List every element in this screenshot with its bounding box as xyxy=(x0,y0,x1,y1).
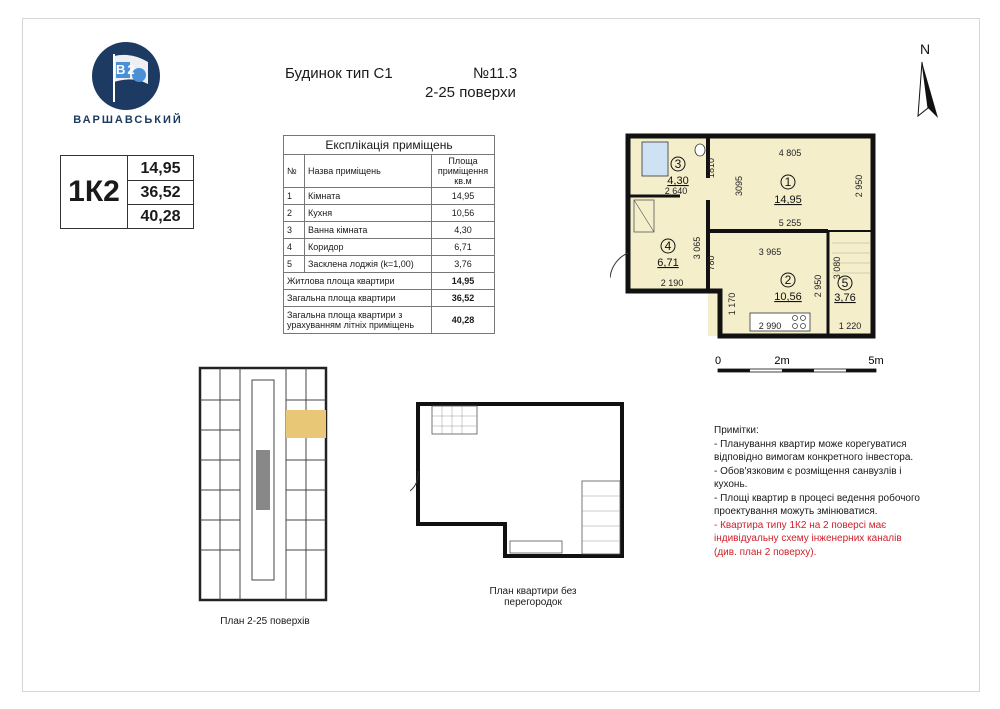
row-name: Ванна кімната xyxy=(305,222,432,239)
row-no: 5 xyxy=(284,256,305,273)
entrance-door xyxy=(610,253,628,278)
total-area-summer-value: 40,28 xyxy=(140,207,181,225)
logo-badge xyxy=(92,42,160,110)
floor-plan-caption: План 2-25 поверхів xyxy=(220,616,310,627)
apartment-code-box xyxy=(60,155,194,229)
room-area: 4,30 xyxy=(667,175,689,187)
room-area: 14,95 xyxy=(774,194,802,206)
total-name: Житлова площа квартири xyxy=(284,273,432,290)
dimension-label: 5 255 xyxy=(778,218,802,228)
row-no: 2 xyxy=(284,205,305,222)
floor-plan xyxy=(196,360,330,610)
dimension-label: 3 965 xyxy=(758,247,782,257)
room-area: 3,76 xyxy=(834,292,856,304)
apartment-type: 1К2 xyxy=(61,156,128,228)
dimension-label: 1810 xyxy=(706,157,716,179)
scale-bar-segment xyxy=(718,369,750,372)
room-number: 4 xyxy=(664,239,672,253)
dimension-label: 2 950 xyxy=(813,274,823,298)
notes-title: Примітки: xyxy=(714,425,759,436)
total-row xyxy=(284,307,495,334)
notes-block xyxy=(714,424,924,559)
open-plan xyxy=(410,396,635,566)
highlighted-apartment xyxy=(286,410,326,438)
room-number: 1 xyxy=(784,175,792,189)
total-name: Загальна площа квартири xyxy=(284,290,432,307)
col-header-no: № xyxy=(284,155,305,188)
dimension-label: 3095 xyxy=(734,175,744,197)
dimension-label: 2 950 xyxy=(854,174,864,198)
row-name: Коридор xyxy=(305,239,432,256)
total-area: 36,52 xyxy=(432,290,495,307)
row-area: 14,95 xyxy=(432,188,495,205)
row-no: 4 xyxy=(284,239,305,256)
total-area: 14,95 xyxy=(432,273,495,290)
apartment-plan xyxy=(610,128,890,343)
table-header-row xyxy=(284,155,495,188)
note-item: - Площі квартир в процесі ведення робочого проектування можуть змінюватися. xyxy=(714,492,920,517)
note-highlight: - Квартира типу 1К2 на 2 поверсі має індивідуальну схему інженерних каналів (див. план 2 поверху). xyxy=(714,519,902,558)
total-name: Загальна площа квартири з урахуванням літніх приміщень xyxy=(284,307,432,334)
open-plan-caption: План квартири без перегородок xyxy=(489,586,577,608)
scale-bar-segment xyxy=(782,369,814,372)
dimension-label: 4 805 xyxy=(778,148,802,158)
dimension-label: 1 170 xyxy=(727,292,737,316)
open-plan-walls xyxy=(418,404,622,556)
bathtub xyxy=(642,142,668,176)
col-header-area: Площа приміщення кв.м xyxy=(432,155,495,188)
row-name: Кухня xyxy=(305,205,432,222)
row-name: Засклена лоджія (k=1,00) xyxy=(305,256,432,273)
dimension-label: 2 190 xyxy=(660,278,684,288)
room-number: 2 xyxy=(784,273,792,287)
note-item: - Обов'язковим є розміщення санвузлів і кухонь. xyxy=(714,465,902,490)
dimension-label: 3 065 xyxy=(692,236,702,260)
north-label: N xyxy=(920,41,931,57)
total-row xyxy=(284,290,495,307)
row-area: 3,76 xyxy=(432,256,495,273)
living-area-value: 14,95 xyxy=(140,159,181,177)
total-row xyxy=(284,273,495,290)
north-arrow xyxy=(908,38,948,120)
dimension-label: 2 990 xyxy=(758,321,782,331)
scale-label: 0 xyxy=(714,355,722,367)
logo-badge-text: В2 xyxy=(116,62,137,77)
row-area: 10,56 xyxy=(432,205,495,222)
row-area: 6,71 xyxy=(432,239,495,256)
apartment-number: №11.3 xyxy=(473,65,518,82)
table-row xyxy=(284,205,495,222)
row-name: Кімната xyxy=(305,188,432,205)
room-number: 3 xyxy=(674,157,682,171)
total-area: 40,28 xyxy=(432,307,495,334)
dimension-label: 2 640 xyxy=(664,186,688,196)
dimension-label: 780 xyxy=(706,255,716,271)
room-area: 10,56 xyxy=(774,291,802,303)
table-row xyxy=(284,222,495,239)
note-item: - Планування квартир може корегуватися відповідно вимогам конкретного інвестора. xyxy=(714,438,914,463)
row-no: 1 xyxy=(284,188,305,205)
elevator-shaft xyxy=(256,450,270,510)
scale-bar-segment xyxy=(846,369,876,372)
toilet xyxy=(695,144,705,156)
row-no: 3 xyxy=(284,222,305,239)
building-type: Будинок тип С1 xyxy=(285,65,393,82)
explication-title: Експлікація приміщень xyxy=(284,136,495,155)
scale-label: 5m xyxy=(868,355,884,367)
table-row xyxy=(284,256,495,273)
table-row xyxy=(284,188,495,205)
logo-name: ВАРШАВСЬКИЙ xyxy=(73,114,183,126)
scale-label: 2m xyxy=(774,355,790,367)
total-area-value: 36,52 xyxy=(140,183,181,201)
row-area: 4,30 xyxy=(432,222,495,239)
col-header-name: Назва приміщень xyxy=(305,155,432,188)
explication-table xyxy=(283,135,495,334)
table-row xyxy=(284,239,495,256)
room-area: 6,71 xyxy=(657,257,679,269)
room-number: 5 xyxy=(841,276,849,290)
dimension-label: 3 080 xyxy=(832,256,842,280)
scale-bar xyxy=(712,352,892,378)
floors-range: 2-25 поверхи xyxy=(425,84,516,101)
dimension-label: 1 220 xyxy=(838,321,862,331)
